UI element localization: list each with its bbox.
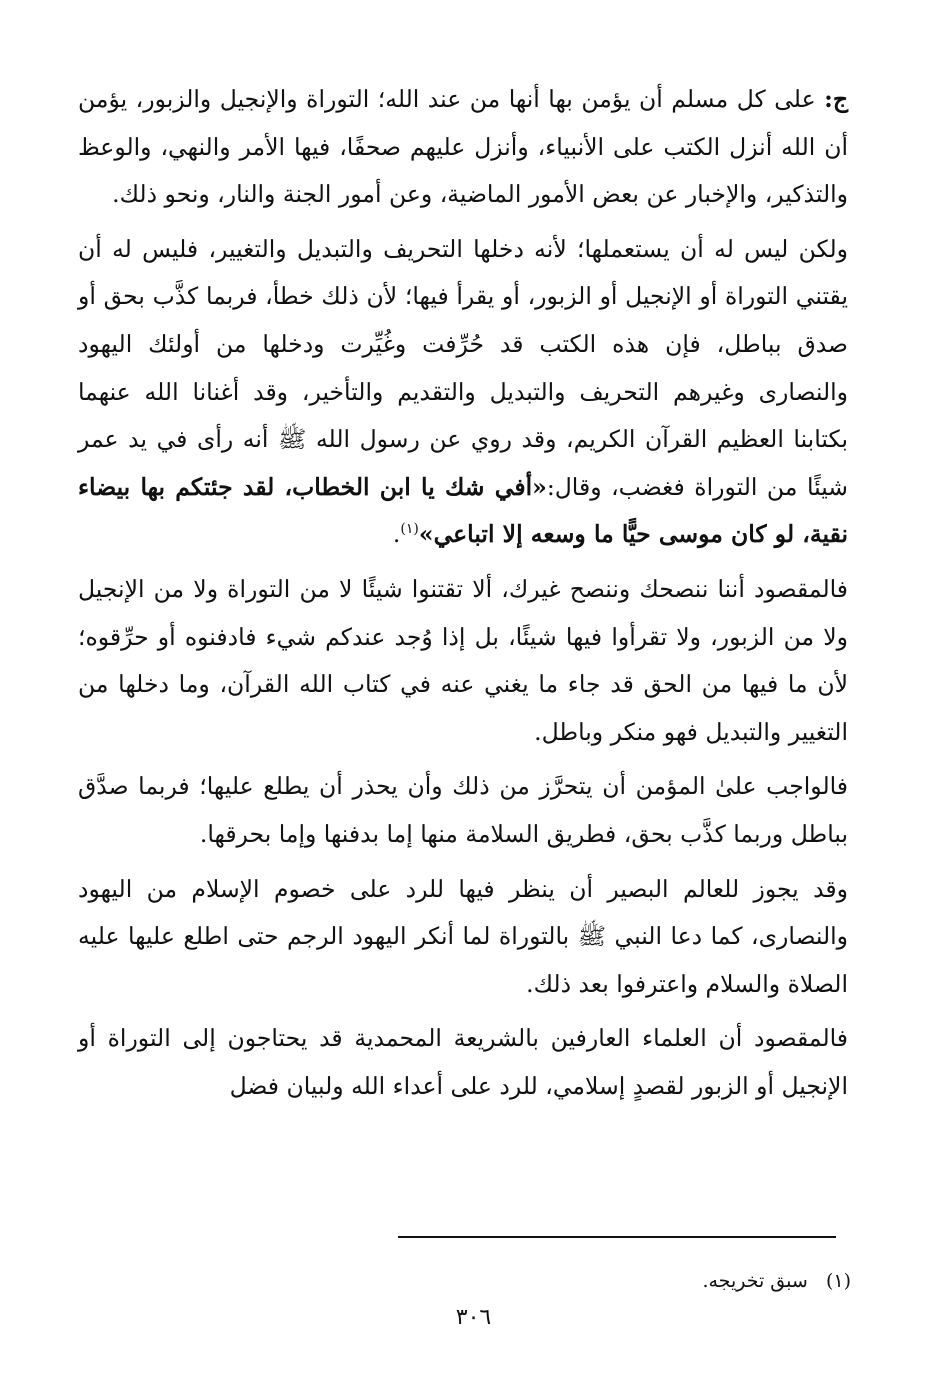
answer-marker: ج: — [824, 85, 848, 113]
paragraph — [78, 566, 848, 756]
footnote — [702, 1268, 851, 1294]
paragraph — [78, 866, 848, 1009]
footnote-divider — [398, 1236, 836, 1238]
paragraph-tail: . — [392, 520, 401, 549]
paragraph-text: فالمقصود أن العلماء العارفين بالشريعة المحمدية قد يحتاجون إلى التوراة أو الإنجيل أو الزبور لقصدٍ إسلامي، للرد على أعداء الله ولبيان فضل — [78, 1024, 848, 1100]
footnote-text: سبق تخريجه. — [702, 1270, 808, 1292]
page-number: ٣٠٦ — [455, 1305, 492, 1330]
paragraph-text: ولكن ليس له أن يستعملها؛ لأنه دخلها التحريف والتبديل والتغيير، فليس له أن يقتني التوراة أو الإنجيل أو الزبور، أو يقرأ فيها؛ لأن ذلك خطأ، فربما كذَّب بحق أو صدق بباطل، فإن هذه الكتب قد حُرِّفت وغُيِّرت ودخلها من أولئك اليهود والنصارى وغيرهم التحريف والتبديل والتقديم والتأخير، وقد أغنانا الله عنهما بكتابنا العظيم القرآن الكريم، وقد روي عن رسول الله ﷺ أنه رأى في يد عمر شيئًا من التوراة فغضب، وقال: — [78, 234, 848, 501]
paragraph-text: فالواجب علىٰ المؤمن أن يتحرَّز من ذلك وأن يحذر أن يطلع عليها؛ فربما صدَّق بباطل وربما كذَّب بحق، فطريق السلامة منها إما بدفنها وإما بحرقها. — [78, 772, 848, 848]
main-text — [78, 76, 848, 1117]
hadith-quote: «أفي شك يا ابن الخطاب، لقد جئتكم بها بيضاء نقية، لو كان موسى حيًّا ما وسعه إلا اتباعي» — [78, 472, 848, 549]
paragraph-answer — [78, 76, 848, 219]
paragraph-text: وقد يجوز للعالم البصير أن ينظر فيها للرد على خصوم الإسلام من اليهود والنصارى، كما دعا النبي ﷺ بالتوراة لما أنكر اليهود الرجم حتى اطلع عليها عليه الصلاة والسلام واعترفوا بعد ذلك. — [78, 874, 848, 998]
paragraph-text: على كل مسلم أن يؤمن بها أنها من عند الله؛ التوراة والإنجيل والزبور، يؤمن أن الله أنزل الكتب على الأنبياء، وأنزل عليهم صحفًا، فيها الأمر والنهي، والوعظ والتذكير، والإخبار عن بعض الأمور الماضية، وعن أمور الجنة والنار، ونحو ذلك. — [78, 85, 848, 209]
footnote-reference[interactable]: (١) — [400, 521, 419, 538]
paragraph — [78, 1015, 848, 1110]
footnote-marker: (١) — [825, 1270, 851, 1292]
paragraph-text: فالمقصود أننا ننصحك وننصح غيرك، ألا تقتنوا شيئًا لا من التوراة ولا من الإنجيل ولا من الزبور، ولا تقرأوا فيها شيئًا، بل إذا وُجد عندكم شيء فادفنوه أو حرِّقوه؛ لأن ما فيها من الحق قد جاء ما يغني عنه في كتاب الله القرآن، وما دخلها من التغيير والتبديل فهو منكر وباطل. — [78, 574, 848, 746]
paragraph — [78, 763, 848, 858]
paragraph — [78, 226, 848, 559]
